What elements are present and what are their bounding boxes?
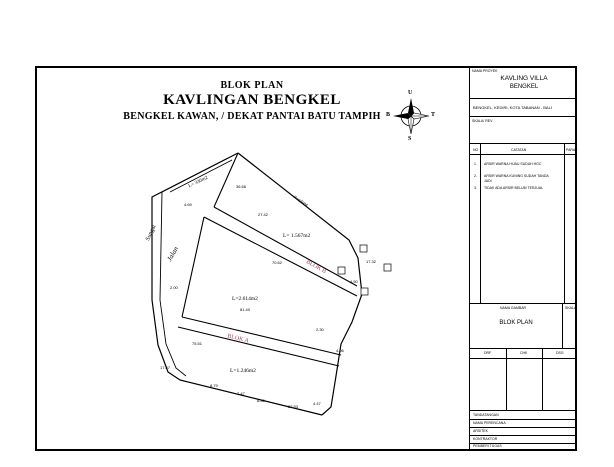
marker-boxes xyxy=(338,245,391,295)
svg-text:2.30: 2.30 xyxy=(316,327,324,332)
sign-tandatangan: TANDATANGAN xyxy=(473,413,499,417)
project-label: NAMA PROYEK xyxy=(472,69,498,73)
compass-north: U xyxy=(408,90,413,96)
title-block: NAMA PROYEK KAVLING VILLA BENGKEL BENGKEL, KEDIRI, KOTA TABANAN - BALI SKALA/ REV NO CATATAN PARAF 1. ARSIR WARNA HIJAU SUDAH HGC 2. ARSIR WARNA KUNING SUDAH TANDA JADI 3. TIDAK ADA ARSIR BELUM TERJUAL NAMA GAMBAR SKALA BLOK PLAN DRF CHK DSG TANDATANGAN NAMA PERENCANA ARSITEK KONTRAKTOR PEMBERI TUGAS xyxy=(469,66,577,451)
notes-paraf-header: PARAF xyxy=(566,148,578,152)
compass-south: S xyxy=(408,136,412,142)
svg-text:22.93: 22.93 xyxy=(288,404,299,409)
svg-text:27.42: 27.42 xyxy=(258,212,269,217)
boundary-note: Pangkung xyxy=(292,194,310,207)
parcel-top-area: L= 1.567m2 xyxy=(283,233,311,239)
svg-text:4.47: 4.47 xyxy=(313,401,321,406)
note-2: ARSIR WARNA KUNING SUDAH TANDA JADI xyxy=(484,174,549,183)
svg-text:4.69: 4.69 xyxy=(184,202,192,207)
compass-east: T xyxy=(431,112,436,118)
plan-title: BLOK PLAN xyxy=(220,80,284,91)
col-chk: CHK xyxy=(520,351,528,355)
parcel-mid-area: L=2.614m2 xyxy=(232,296,258,302)
blok-a-label: BLOK A xyxy=(226,333,250,345)
sign-kontraktor: KONTRAKTOR xyxy=(473,437,498,441)
parcel-length-label: L= 330m2 xyxy=(187,175,210,190)
svg-text:4.06: 4.06 xyxy=(336,348,344,353)
compass-rose-icon xyxy=(393,98,429,134)
parcel-bottom-area: L=1.246m2 xyxy=(230,368,256,374)
site-boundary xyxy=(152,153,362,415)
parcel-lines xyxy=(178,153,357,366)
scale-label: SKALA/ REV xyxy=(472,119,493,123)
sign-pemberi-tugas: PEMBERI TUGAS xyxy=(473,444,502,448)
svg-text:4.50: 4.50 xyxy=(350,279,358,284)
svg-text:36.66: 36.66 xyxy=(236,184,247,189)
notes-no-header: NO xyxy=(473,148,479,152)
sign-arsitek: ARSITEK xyxy=(473,429,488,433)
compass-west: B xyxy=(386,112,391,118)
svg-text:70.62: 70.62 xyxy=(272,260,283,265)
blok-b-label: BLOK B xyxy=(304,259,327,275)
svg-text:17.32: 17.32 xyxy=(366,259,377,264)
road-label-sungai: Sungai xyxy=(145,224,158,242)
road-label-jalan: Jalan xyxy=(165,245,181,263)
dimension-labels xyxy=(160,184,377,409)
svg-text:8.79: 8.79 xyxy=(210,383,218,388)
plan-location: BENGKEL KAWAN, / DEKAT PANTAI BATU TAMPIH xyxy=(123,111,381,122)
notes-header: CATATAN xyxy=(511,148,527,152)
svg-text:8.46: 8.46 xyxy=(257,398,265,403)
note-3: TIDAK ADA ARSIR BELUM TERJUAL xyxy=(484,186,544,190)
plan-subtitle: KAVLINGAN BENGKEL xyxy=(163,92,341,108)
col-dsg: DSG xyxy=(556,351,564,355)
project-location: BENGKEL, KEDIRI, KOTA TABANAN - BALI xyxy=(473,105,552,110)
svg-text:2.00: 2.00 xyxy=(170,285,178,290)
note-1: ARSIR WARNA HIJAU SUDAH HGC xyxy=(484,162,542,166)
project-name-line2: BENGKEL xyxy=(509,84,539,90)
project-name-line1: KAVLING VILLA xyxy=(500,75,548,82)
svg-text:75.51: 75.51 xyxy=(192,341,203,346)
scale-header: SKALA xyxy=(565,306,577,310)
sign-perencana: NAMA PERENCANA xyxy=(473,421,506,425)
drawing-name-label: NAMA GAMBAR xyxy=(500,306,527,310)
svg-text:17.57: 17.57 xyxy=(160,365,171,370)
drawing-name: BLOK PLAN xyxy=(499,320,533,326)
svg-text:7.47: 7.47 xyxy=(237,391,245,396)
col-drf: DRF xyxy=(484,351,492,355)
svg-text:81.40: 81.40 xyxy=(240,307,251,312)
